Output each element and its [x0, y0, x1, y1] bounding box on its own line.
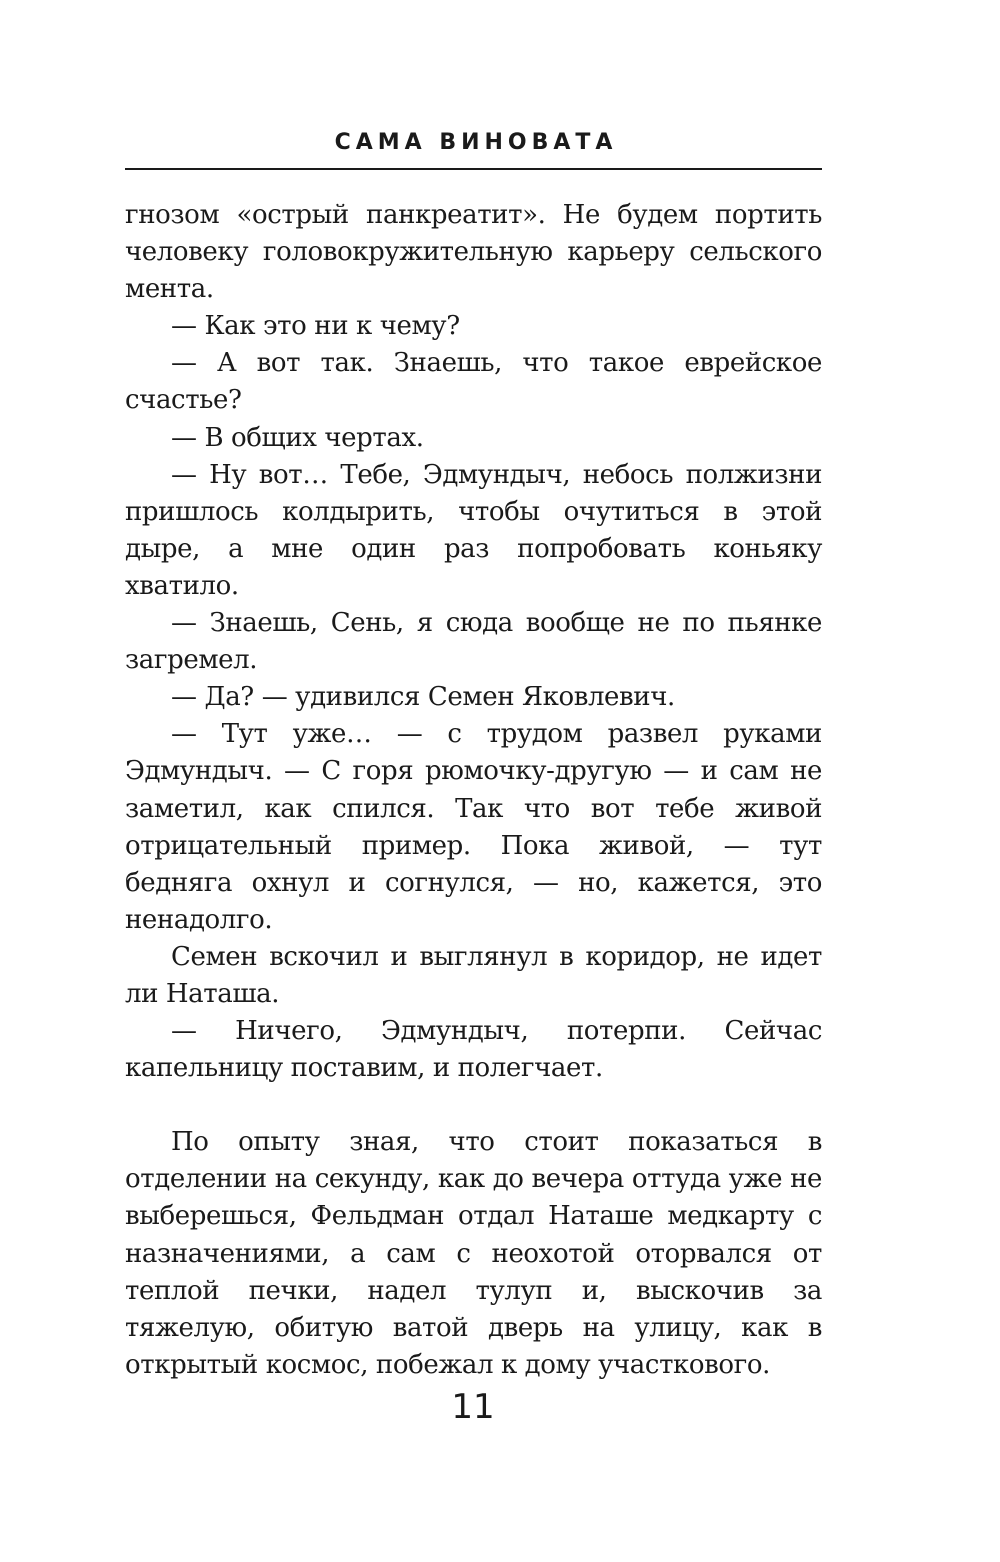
- paragraph-1: гнозом «острый панкреатит». Не будем портить человеку головокружительную карьеру сельского мента.: [125, 200, 822, 305]
- paragraph-2: — Как это ни к чему?: [171, 311, 460, 342]
- running-header: [125, 128, 822, 170]
- paragraph-4: — В общих чертах.: [171, 422, 424, 453]
- body-text: [125, 197, 822, 1384]
- paragraph-9: Семен вскочил и выглянул в коридор, не идет ли Наташа.: [125, 941, 822, 1009]
- paragraph-10: — Ничего, Эдмундыч, потерпи. Сейчас капельницу поставим, и полегчает.: [125, 1016, 822, 1084]
- book-title: САМА ВИНОВАТА: [334, 130, 618, 155]
- paragraph-5: — Ну вот… Тебе, Эдмундыч, небось полжизни пришлось колдырить, чтобы очутиться в этой дыре, а мне один раз попробовать коньяку хватило.: [125, 459, 822, 601]
- paragraph-3: — А вот так. Знаешь, что такое еврейское счастье?: [125, 348, 822, 416]
- paragraph-8: — Тут уже… — с трудом развел руками Эдмундыч. — С горя рюмочку-другую — и сам не заметил, как спился. Так что вот тебе живой отрицательный пример. Пока живой, — тут бедняга охнул и согнулся, — но, кажется, это ненадолго.: [125, 719, 822, 935]
- paragraph-11: По опыту зная, что стоит показаться в отделении на секунду, как до вечера оттуда уже не выберешься, Фельдман отдал Наташе медкарту с назначениями, а сам с неохотой оторвался от теплой печки, надел тулуп и, выскочив за тяжелую, обитую ватой дверь на улицу, как в открытый космос, побежал к дому участкового.: [125, 1127, 822, 1380]
- paragraph-6: — Знаешь, Сень, я сюда вообще не по пьянке загремел.: [125, 608, 822, 676]
- page-number: 11: [451, 1387, 495, 1427]
- paragraph-7: — Да? — удивился Семен Яковлевич.: [171, 682, 675, 713]
